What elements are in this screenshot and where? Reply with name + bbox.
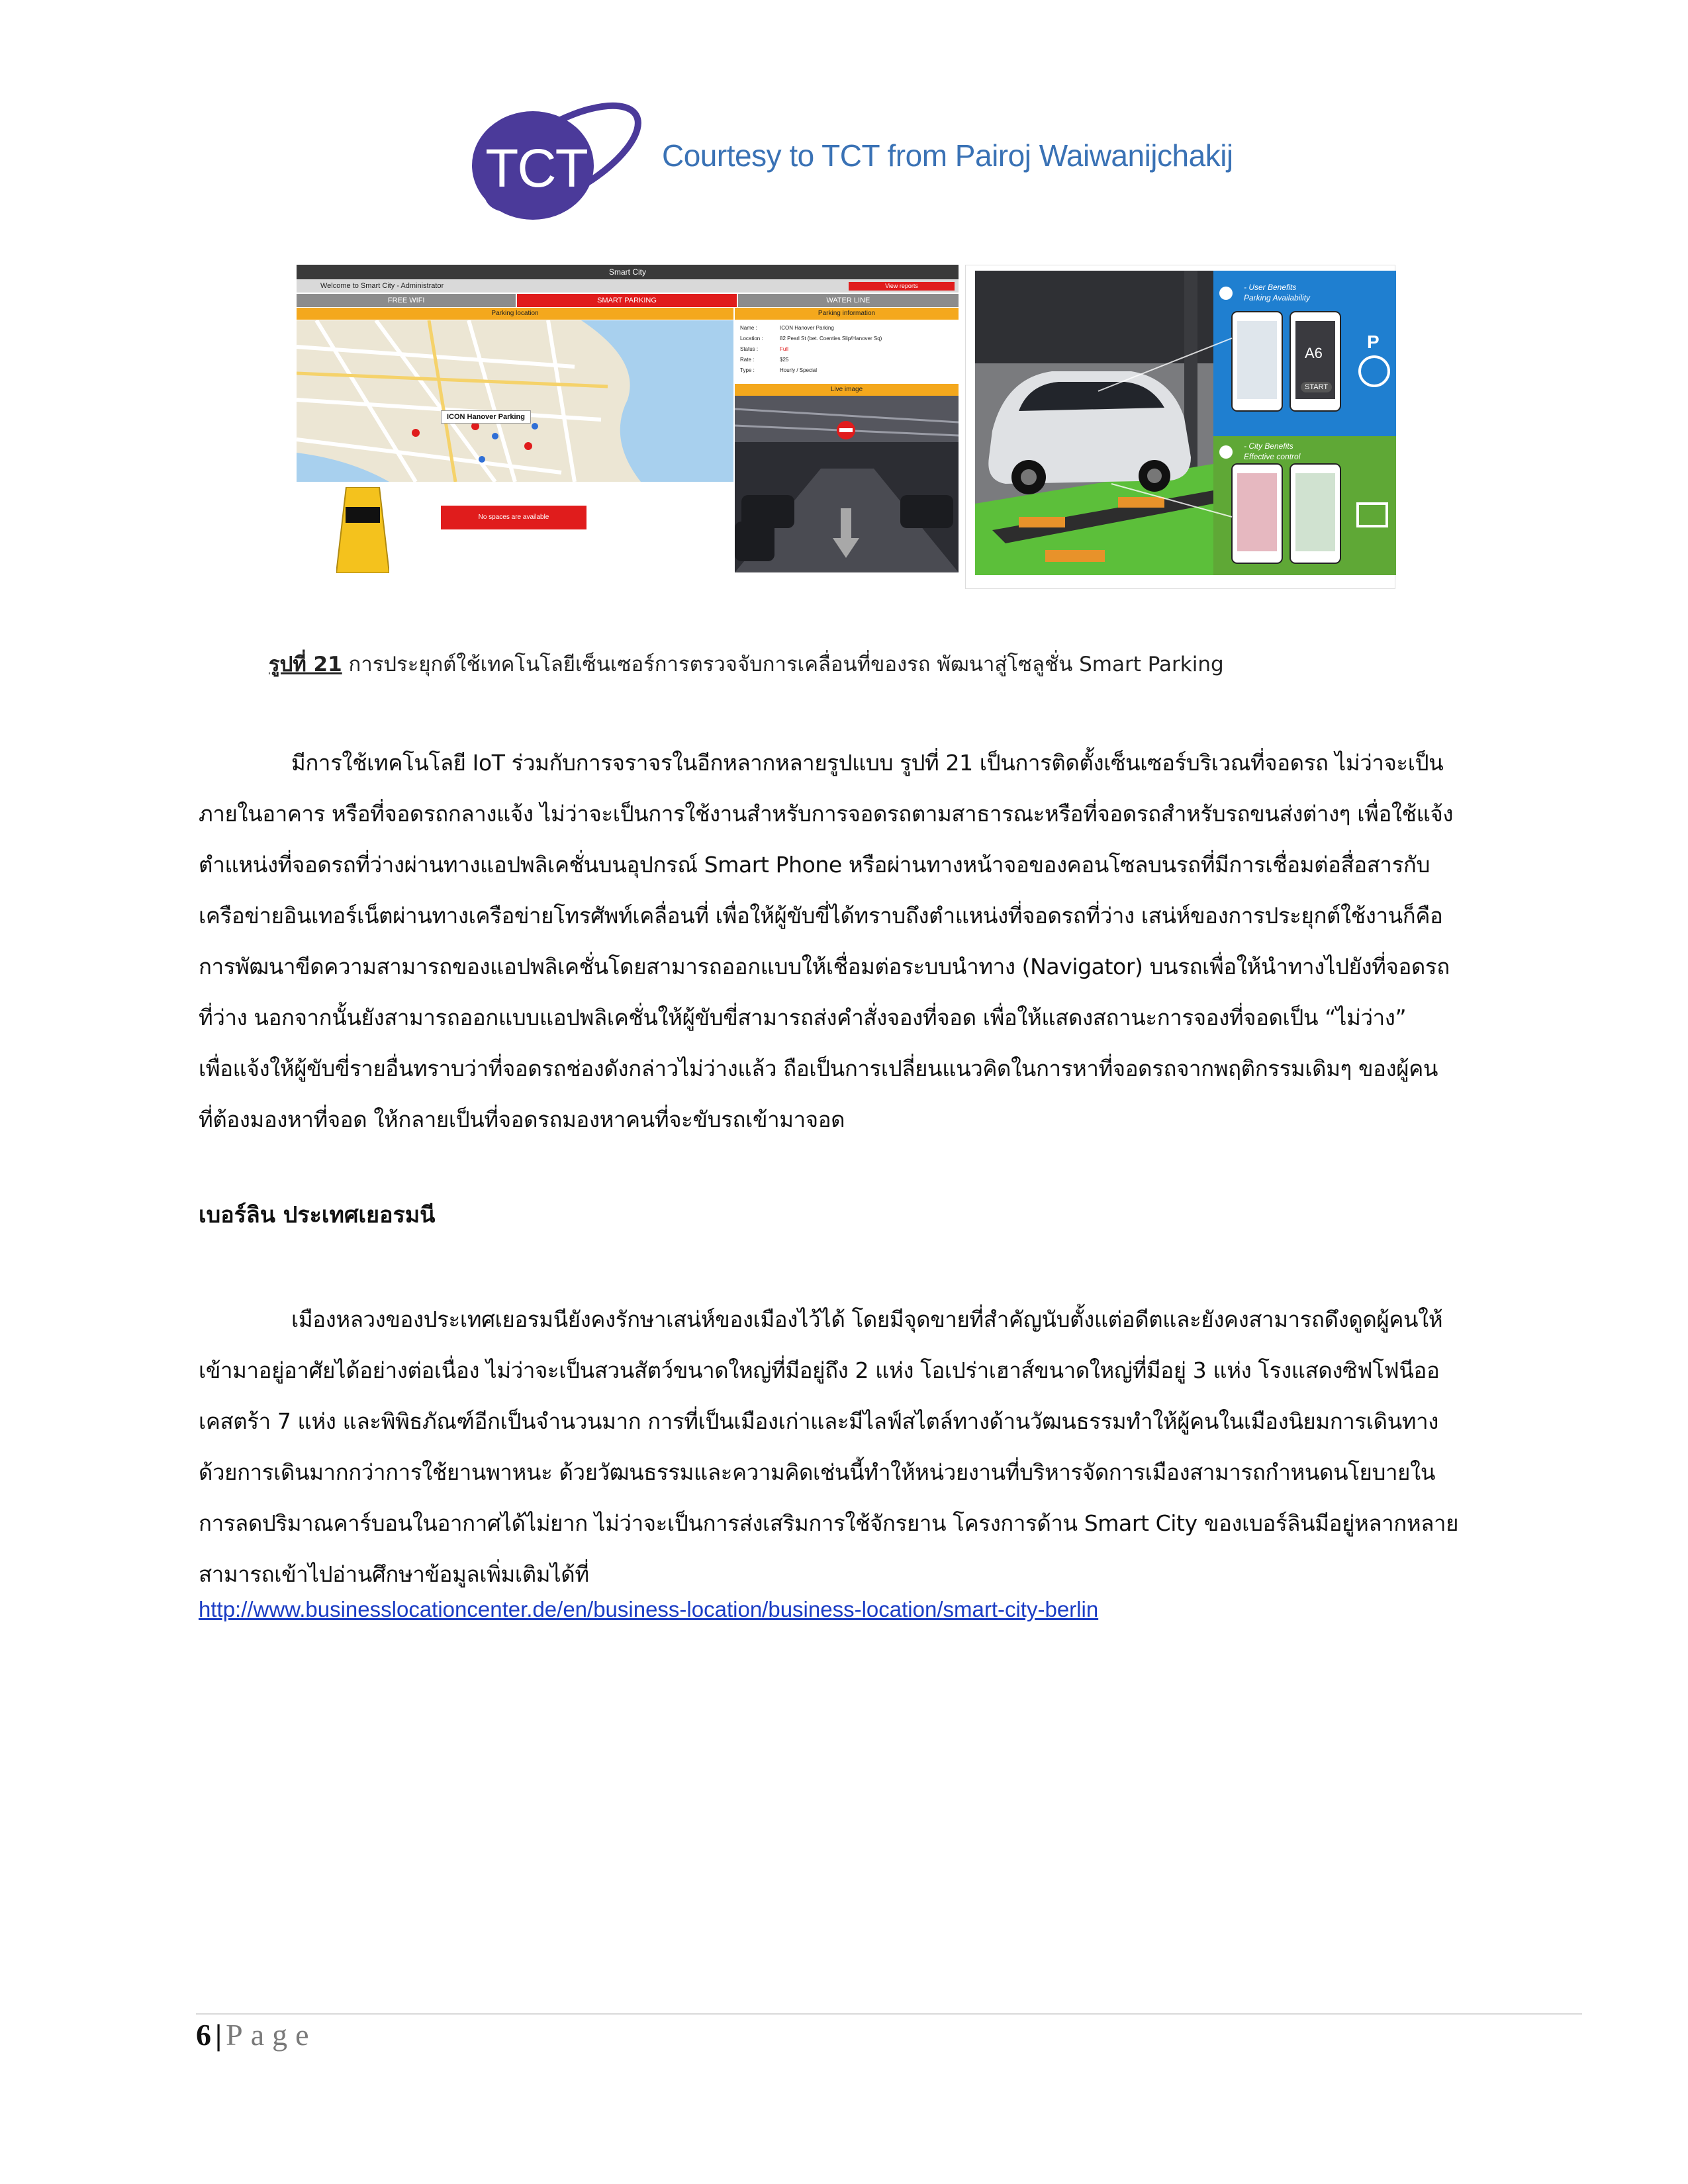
tab-water-line[interactable]: WATER LINE <box>738 294 959 307</box>
text-line: เครือข่ายอินเทอร์เน็ตผ่านทางเครือข่ายโทรศัพท์เคลื่อนที่ เพื่อให้ผู้ขับขี่ได้ทราบถึงตำแหน่งที่จอดรถที่ว่าง เสน่ห์ของการประยุกต์ใช้งานก็คือ <box>199 903 1443 929</box>
web-ui-title: Smart City <box>297 265 959 279</box>
text-line: ที่ต้องมองหาที่จอด ให้กลายเป็นที่จอดรถมองหาคนที่จะขับรถเข้ามาจอด <box>199 1107 845 1132</box>
smart-city-web-ui <box>297 265 959 572</box>
parking-availability-label: Parking Availability <box>1244 293 1311 302</box>
parking-map[interactable] <box>297 320 733 482</box>
text-line: ตำแหน่งที่จอดรถที่ว่างผ่านทางแอปพลิเคชั่นบนอุปกรณ์ Smart Phone หรือผ่านทางหน้าจอของคอนโซลบนรถที่มีการเชื่อมต่อสื่อสารกับ <box>199 852 1430 878</box>
parking-p-icon: P <box>1367 332 1380 352</box>
info-value: 82 Pearl St (bet. Coenties Slip/Hanover Sq) <box>780 336 882 341</box>
text-line: เพื่อแจ้งให้ผู้ขับขี่รายอื่นทราบว่าที่จอดรถช่องดังกล่าวไม่ว่างแล้ว ถือเป็นการเปลี่ยนแนวคิดในการหาที่จอดรถจากพฤติกรรมเดิมๆ ของผู้คน <box>199 1056 1438 1081</box>
web-ui-tabs <box>297 294 959 307</box>
page-number-value: 6 <box>196 2018 211 2052</box>
parking-location-header: Parking location <box>297 308 733 320</box>
info-key: Type : <box>740 367 755 373</box>
page-number <box>196 2017 317 2052</box>
info-row <box>740 355 953 365</box>
parking-info-panel <box>735 320 959 383</box>
start-button: START <box>1301 382 1332 392</box>
info-row <box>740 365 953 376</box>
info-row <box>740 344 953 355</box>
paragraph-smart-parking <box>199 737 1582 1145</box>
tab-smart-parking[interactable]: SMART PARKING <box>517 294 736 307</box>
text-line: เข้ามาอยู่อาศัยได้อย่างต่อเนื่อง ไม่ว่าจะเป็นสวนสัตว์ขนาดใหญ่ที่มีอยู่ถึง 2 แห่ง โอเปร่าเฮาส์ขนาดใหญ่ที่มีอยู่ 3 แห่ง โรงแสดงซิฟโฟนีออ <box>199 1357 1440 1383</box>
page-word: Page <box>226 2018 317 2052</box>
smart-parking-illustration <box>965 265 1395 589</box>
text-line: ด้วยการเดินมากกว่าการใช้ยานพาหนะ ด้วยวัฒนธรรมและความคิดเช่นนี้ทำให้หน่วยงานที่บริหารจัดการเมืองสามารถกำหนดนโยบายใน <box>199 1459 1435 1485</box>
document-header <box>463 86 1233 238</box>
info-value: Hourly / Special <box>780 367 818 373</box>
caption-label: รูปที่ 21 <box>269 653 342 676</box>
tct-logo <box>463 86 649 238</box>
no-spaces-alert: No spaces are available <box>441 506 586 529</box>
info-key: Name : <box>740 325 757 331</box>
caption-text: การประยุกต์ใช้เทคโนโลยีเซ็นเซอร์การตรวจจับการเคลื่อนที่ของรถ พัฒนาสู่โซลูชั่น Smart Parking <box>342 653 1224 676</box>
web-ui-welcome: Welcome to Smart City - Administrator <box>297 279 959 293</box>
text-line: ภายในอาคาร หรือที่จอดรถกลางแจ้ง ไม่ว่าจะเป็นการใช้งานสำหรับการจอดรถตามสาธารณะหรือที่จอดรถสำหรับรถขนส่งต่างๆ เพื่อใช้แจ้ง <box>199 801 1454 827</box>
parking-information-header: Parking information <box>735 308 959 320</box>
info-key: Location : <box>740 336 763 341</box>
tct-logo-text: TCT <box>485 138 587 199</box>
info-value: $25 <box>780 357 789 363</box>
text-line: สามารถเข้าไปอ่านศึกษาข้อมูลเพิ่มเติมได้ที่ <box>199 1561 589 1587</box>
view-reports-button[interactable]: View reports <box>849 282 955 291</box>
figure-caption <box>269 647 1224 680</box>
live-image <box>735 396 959 572</box>
text-line: การพัฒนาขีดความสามารถของแอปพลิเคชั่นโดยสามารถออกแบบให้เชื่อมต่อระบบนำทาง (Navigator) บนรถเพื่อให้นำทางไปยังที่จอดรถ <box>199 954 1450 979</box>
info-key: Status : <box>740 346 759 352</box>
live-image-header: Live image <box>735 384 959 396</box>
info-key: Rate : <box>740 357 755 363</box>
effective-control-label: Effective control <box>1244 452 1301 461</box>
car-phones-illustration <box>966 265 1396 590</box>
text-line: เมืองหลวงของประเทศเยอรมนียังคงรักษาเสน่ห์ของเมืองไว้ได้ โดยมีจุดขายที่สำคัญนับตั้งแต่อดีตและยังคงสามารถดึงดูดผู้คนให้ <box>291 1306 1443 1332</box>
text-line: เคสตร้า 7 แห่ง และพิพิธภัณฑ์อีกเป็นจำนวนมาก การที่เป็นเมืองเก่าและมีไลฟ์สไตล์ทางด้านวัฒนธรรมทำให้ผู้คนในเมืองนิยมการเดินทาง <box>199 1408 1438 1434</box>
figure-21 <box>297 265 1395 589</box>
parking-full-sign <box>336 487 389 573</box>
user-benefits-label: - User Benefits <box>1244 283 1297 292</box>
text-line: การลดปริมาณคาร์บอนในอากาศได้ไม่ยาก ไม่ว่าจะเป็นการส่งเสริมการใช้จักรยาน โครงการด้าน Smart City ของเบอร์ลินมีอยู่หลากหลาย <box>199 1510 1459 1536</box>
slot-label: A6 <box>1305 345 1323 361</box>
footer-divider <box>196 2013 1582 2015</box>
city-benefits-label: - City Benefits <box>1244 441 1293 451</box>
info-row <box>740 334 953 344</box>
tab-free-wifi[interactable]: FREE WIFI <box>297 294 516 307</box>
paragraph-berlin <box>199 1294 1582 1600</box>
courtesy-text: Courtesy to TCT from Pairoj Waiwanijchakij <box>662 138 1233 173</box>
info-row <box>740 323 953 334</box>
map-label: ICON Hanover Parking <box>441 410 531 424</box>
section-heading-berlin: เบอร์ลิน ประเทศเยอรมนี <box>199 1202 436 1228</box>
text-line: มีการใช้เทคโนโลยี IoT ร่วมกับการจราจรในอีกหลากหลายรูปแบบ รูปที่ 21 เป็นการติดตั้งเซ็นเซอร์บริเวณที่จอดรถ ไม่ว่าจะเป็น <box>291 750 1444 776</box>
page-separator: | <box>215 2018 222 2052</box>
info-value-status: Full <box>780 346 788 352</box>
info-value: ICON Hanover Parking <box>780 325 834 331</box>
text-line: ที่ว่าง นอกจากนั้นยังสามารถออกแบบแอปพลิเคชั่นให้ผู้ขับขี่สามารถส่งคำสั่งจองที่จอด เพื่อให้แสดงสถานะการจองที่จอดเป็น “ไม่ว่าง” <box>199 1005 1407 1030</box>
berlin-smart-city-link[interactable]: http://www.businesslocationcenter.de/en/business-location/business-location/smart-city-berlin <box>199 1597 1099 1621</box>
